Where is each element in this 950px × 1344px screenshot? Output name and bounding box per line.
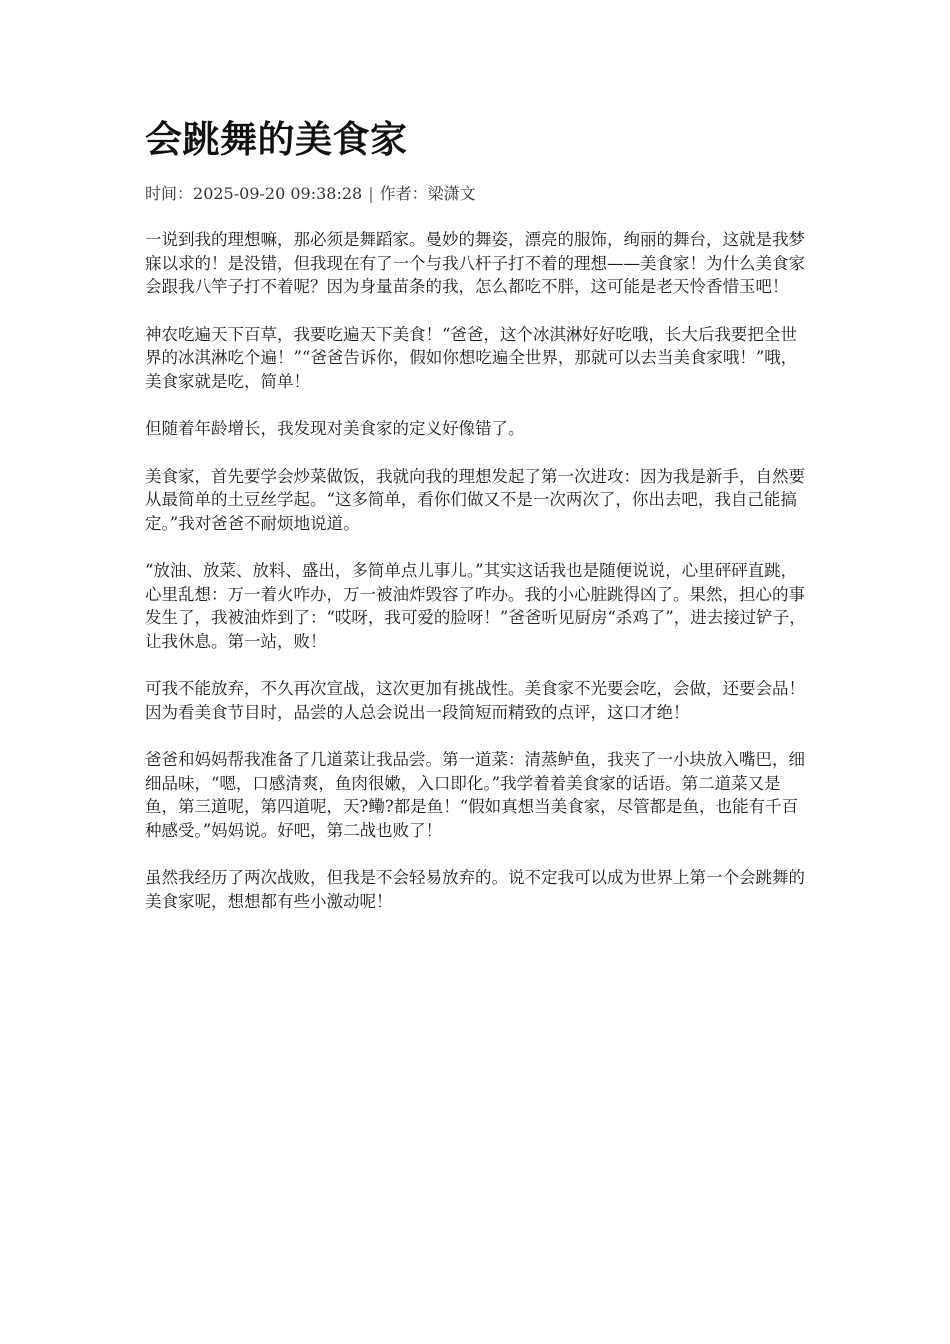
time-label: 时间： bbox=[145, 184, 194, 203]
page-title: 会跳舞的美食家 bbox=[145, 118, 408, 161]
article-body bbox=[145, 228, 810, 913]
paragraph: 爸爸和妈妈帮我准备了几道菜让我品尝。第一道菜：清蒸鲈鱼，我夹了一小块放入嘴巴，细细品味，“嗯，口感清爽，鱼肉很嫩，入口即化。”我学着着美食家的话语。第二道菜又是鱼，第三道呢，第四道呢，天?鳓?都是鱼！“假如真想当美食家，尽管都是鱼，也能有千百种感受。”妈妈说。好吧，第二战也败了！ bbox=[145, 750, 805, 840]
article bbox=[145, 112, 810, 937]
paragraph: 虽然我经历了两次战败，但我是不会轻易放弃的。说不定我可以成为世界上第一个会跳舞的美食家呢，想想都有些小激动呢！ bbox=[145, 868, 805, 911]
author-label: 作者： bbox=[379, 184, 428, 203]
paragraph: “放油、放菜、放料、盛出，多简单点儿事儿。”其实这话我也是随便说说，心里砰砰直跳，心里乱想：万一着火咋办，万一被油炸毁容了咋办。我的小心脏跳得凶了。果然，担心的事发生了，我被油炸到了：“哎呀，我可爱的脸呀！”爸爸听见厨房“杀鸡了”，进去接过铲子，让我休息。第一站，败！ bbox=[145, 561, 806, 651]
author-value: 梁潇文 bbox=[427, 184, 476, 203]
meta-separator: | bbox=[368, 184, 374, 203]
paragraph: 神农吃遍天下百草，我要吃遍天下美食！“爸爸，这个冰淇淋好好吃哦，长大后我要把全世界的冰淇淋吃个遍！”“爸爸告诉你，假如你想吃遍全世界，那就可以去当美食家哦！”哦，美食家就是吃，简单！ bbox=[145, 324, 798, 391]
paragraph: 但随着年龄增长，我发现对美食家的定义好像错了。 bbox=[145, 419, 525, 438]
article-meta bbox=[145, 182, 810, 206]
paragraph: 美食家，首先要学会炒菜做饭，我就向我的理想发起了第一次进攻：因为我是新手，自然要从最简单的土豆丝学起。“这多简单，看你们做又不是一次两次了，你出去吧，我自己能搞定。”我对爸爸不耐烦地说道。 bbox=[145, 466, 805, 533]
paragraph: 一说到我的理想嘛，那必须是舞蹈家。曼妙的舞姿，漂亮的服饰，绚丽的舞台，这就是我梦寐以求的！是没错，但我现在有了一个与我八杆子打不着的理想——美食家！为什么美食家会跟我八竿子打不着呢？因为身量苗条的我，怎么都吃不胖，这可能是老天怜香惜玉吧！ bbox=[145, 230, 805, 296]
paragraph: 可我不能放弃，不久再次宣战，这次更加有挑战性。美食家不光要会吃，会做，还要会品！因为看美食节目时，品尝的人总会说出一段简短而精致的点评，这口才绝！ bbox=[145, 679, 805, 722]
time-value: 2025-09-20 09:38:28 bbox=[193, 184, 363, 203]
